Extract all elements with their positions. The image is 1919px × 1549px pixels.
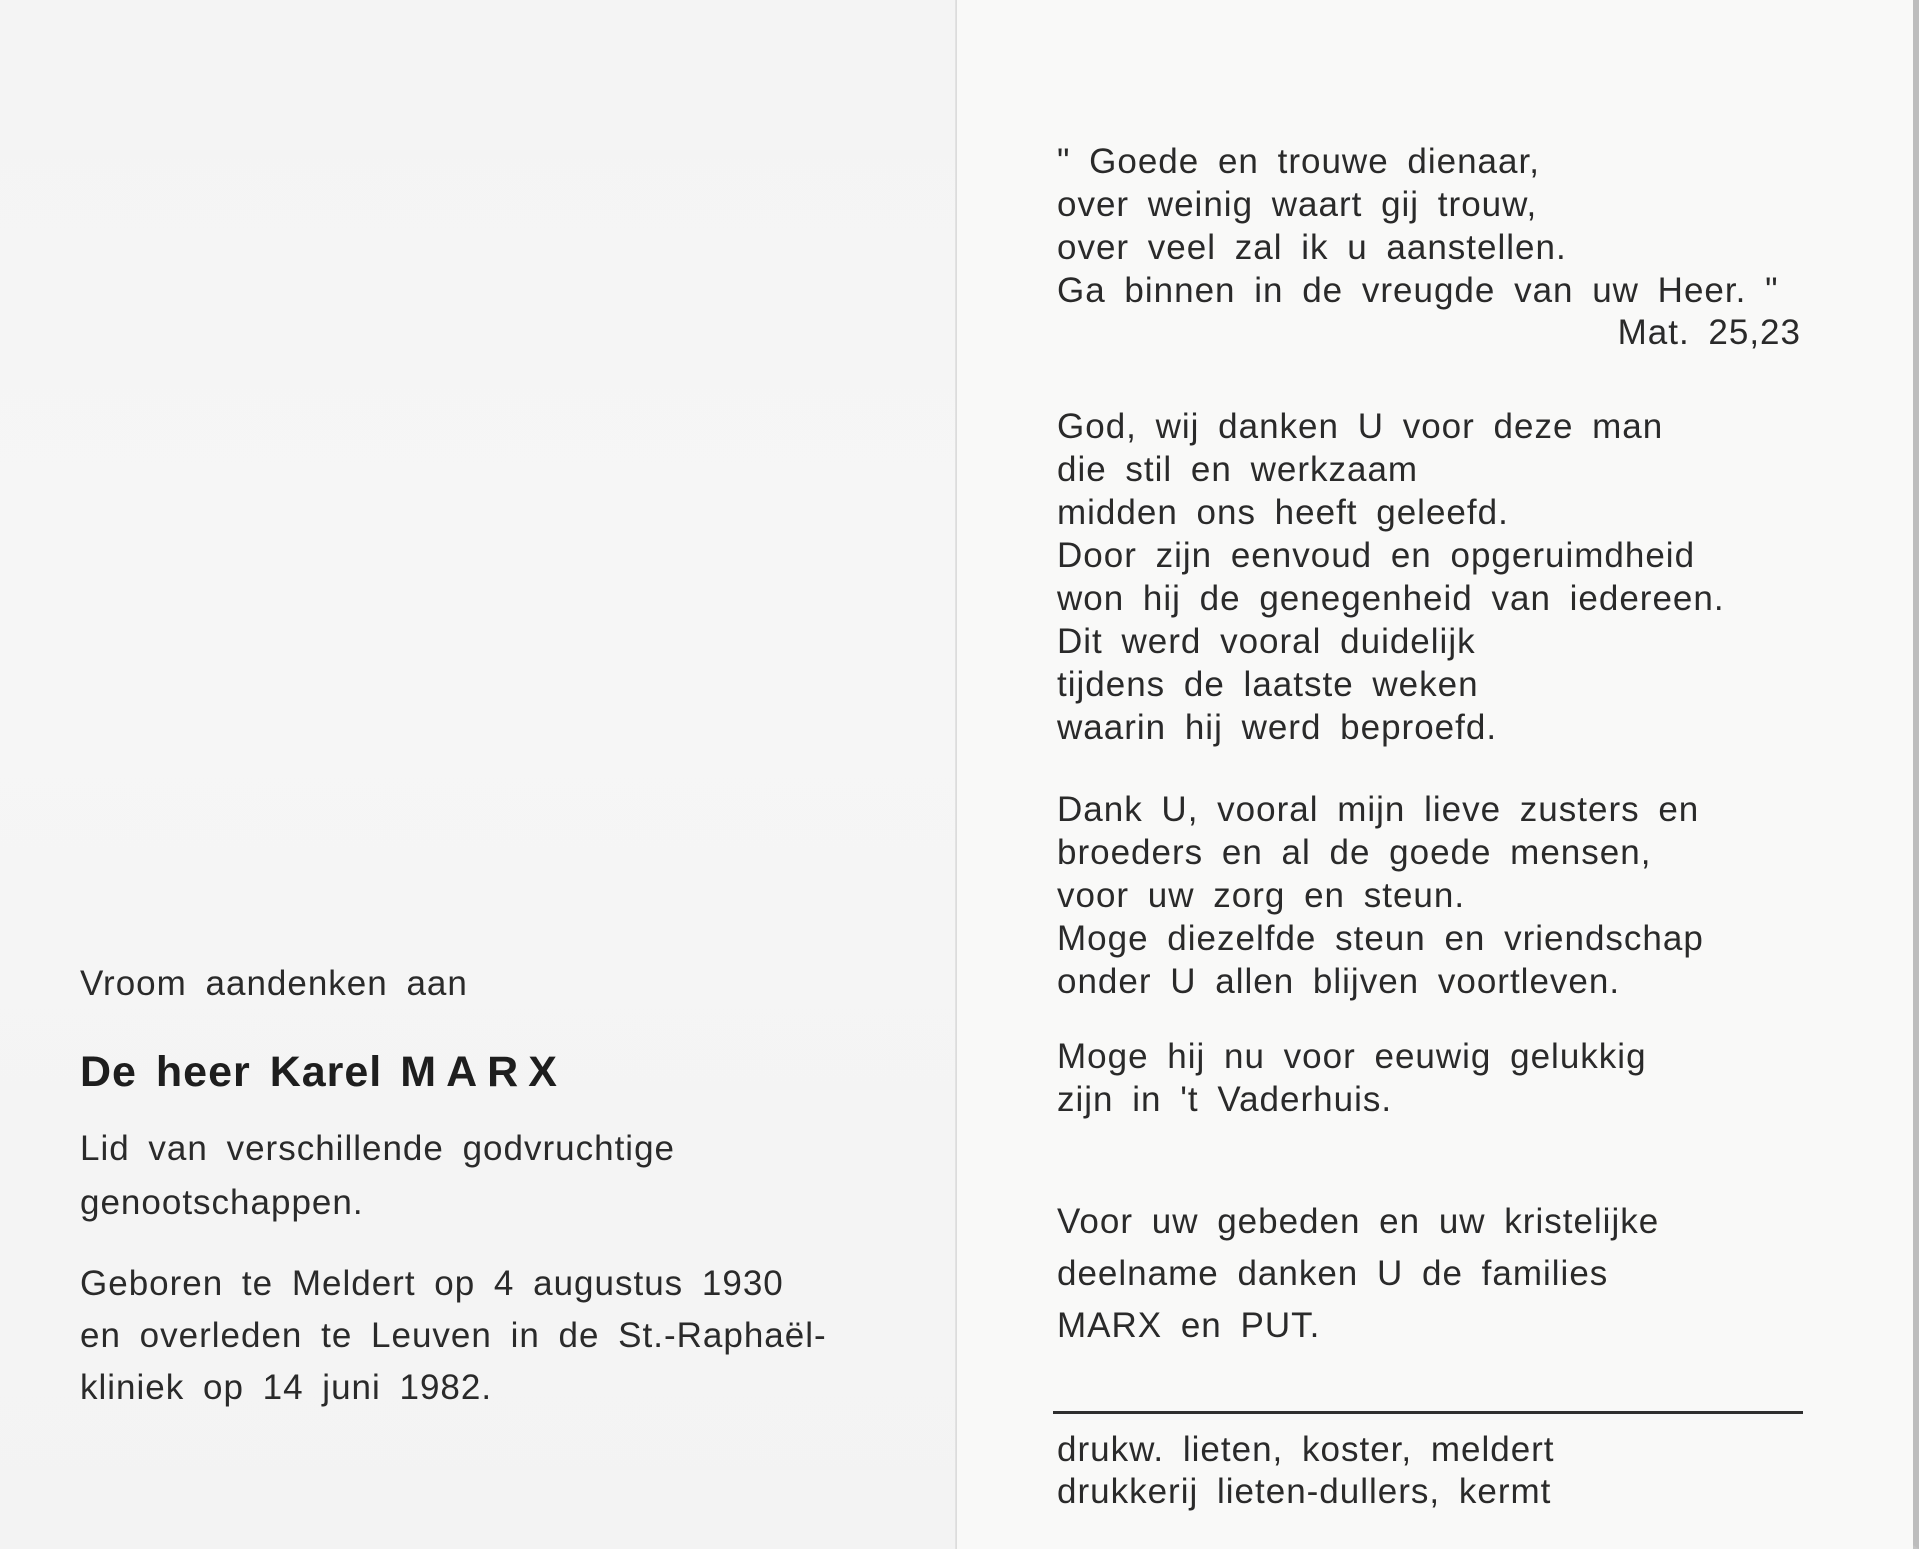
bible-quote: [1057, 140, 1817, 312]
name-prefix: De heer Karel: [80, 1048, 383, 1096]
families-line: Voor uw gebeden en uw kristelijke: [1057, 1202, 1660, 1241]
prayer-text: [1057, 405, 1817, 749]
thanks-text: [1057, 788, 1817, 1003]
quote-line: " Goede en trouwe dienaar,: [1057, 142, 1540, 181]
families-thanks: [1057, 1196, 1817, 1352]
wish-text: [1057, 1035, 1817, 1121]
deceased-name: [80, 1048, 860, 1097]
thanks-line: Dank U, vooral mijn lieve zusters en: [1057, 790, 1700, 829]
left-panel: [0, 0, 955, 1549]
surname: MARX: [400, 1048, 567, 1096]
quote-line: over veel zal ik u aanstellen.: [1057, 228, 1567, 267]
divider-line: [1053, 1411, 1803, 1414]
death-line: en overleden te Leuven in de St.-Raphaël-: [80, 1316, 827, 1355]
prayer-line: tijdens de laatste weken: [1057, 665, 1479, 704]
intro-text: Vroom aandenken aan: [80, 964, 468, 1003]
prayer-line: waarin hij werd beproefd.: [1057, 708, 1498, 747]
printer-line: drukw. lieten, koster, meldert: [1057, 1430, 1555, 1469]
printer-credits: [1057, 1429, 1817, 1513]
prayer-line: won hij de genegenheid van iedereen.: [1057, 579, 1725, 618]
quote-line: Ga binnen in de vreugde van uw Heer. ": [1057, 271, 1779, 310]
birth-line: Geboren te Meldert op 4 augustus 1930: [80, 1264, 784, 1303]
quote-line: over weinig waart gij trouw,: [1057, 185, 1538, 224]
membership-line: genootschappen.: [80, 1183, 364, 1222]
prayer-line: midden ons heeft geleefd.: [1057, 493, 1509, 532]
prayer-line: Dit werd vooral duidelijk: [1057, 622, 1476, 661]
wish-line: zijn in 't Vaderhuis.: [1057, 1080, 1393, 1119]
wish-line: Moge hij nu voor eeuwig gelukkig: [1057, 1037, 1647, 1076]
families-line: deelname danken U de families: [1057, 1254, 1609, 1293]
thanks-line: Moge diezelfde steun en vriendschap: [1057, 919, 1704, 958]
thanks-line: onder U allen blijven voortleven.: [1057, 962, 1621, 1001]
thanks-line: broeders en al de goede mensen,: [1057, 833, 1652, 872]
prayer-line: God, wij danken U voor deze man: [1057, 407, 1664, 446]
families-line: MARX en PUT.: [1057, 1306, 1321, 1345]
prayer-line: Door zijn eenvoud en opgeruimdheid: [1057, 536, 1696, 575]
quote-reference: Mat. 25,23: [1617, 313, 1801, 352]
thanks-line: voor uw zorg en steun.: [1057, 876, 1466, 915]
printer-line: drukkerij lieten-dullers, kermt: [1057, 1472, 1552, 1511]
death-line: kliniek op 14 juni 1982.: [80, 1368, 493, 1407]
membership-line: Lid van verschillende godvruchtige: [80, 1129, 675, 1168]
life-dates: [80, 1258, 860, 1414]
membership-text: [80, 1122, 860, 1230]
prayer-line: die stil en werkzaam: [1057, 450, 1419, 489]
